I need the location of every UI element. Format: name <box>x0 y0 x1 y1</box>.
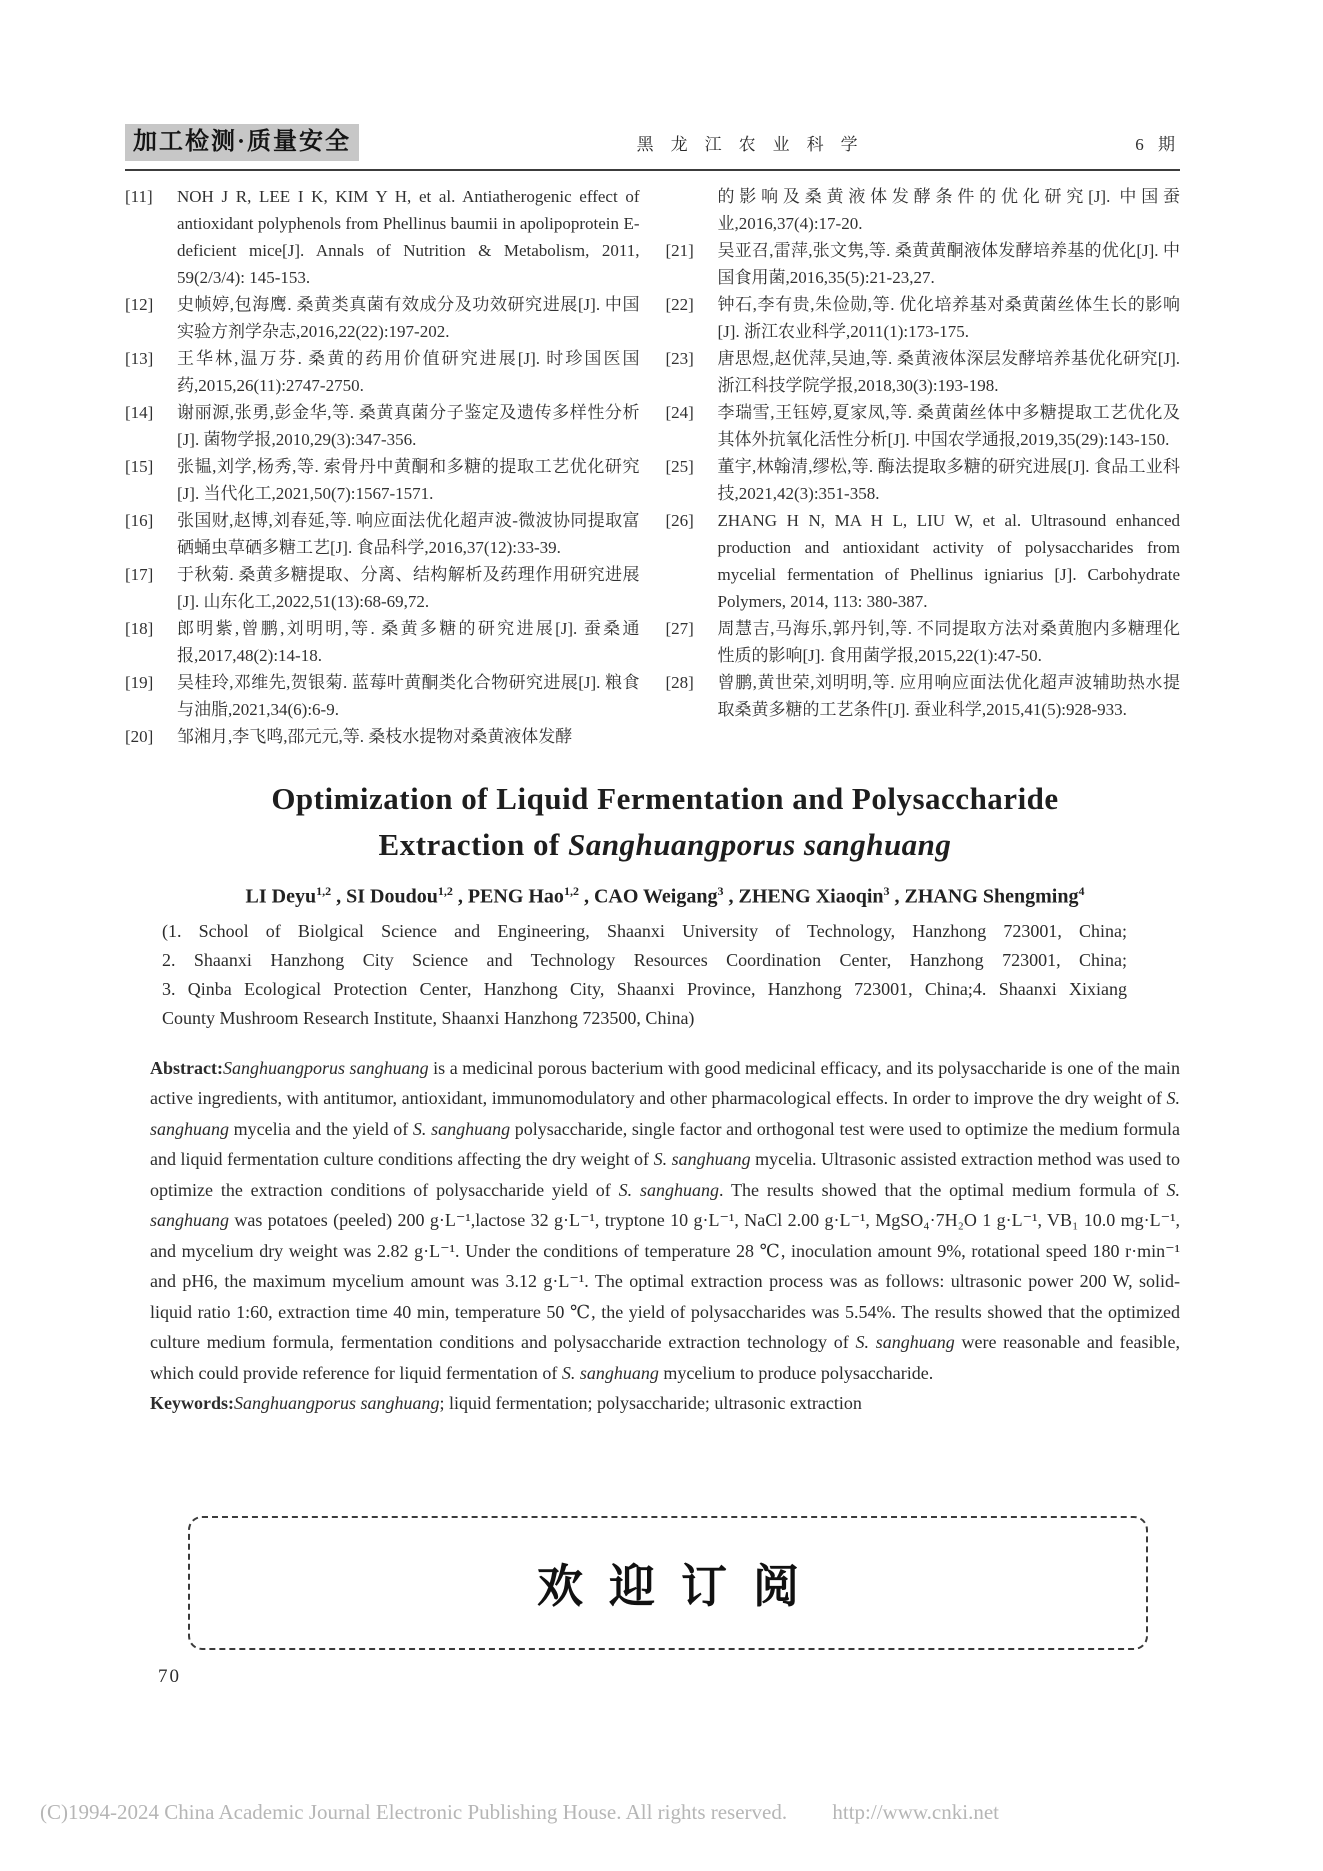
reference-number: [28] <box>665 673 694 692</box>
copyright-text: (C)1994-2024 China Academic Journal Electronic Publishing House. All rights reserved. <box>40 1800 788 1824</box>
affiliation-line: County Mushroom Research Institute, Shaanxi Hanzhong 723500, China) <box>162 1007 695 1028</box>
title-line1: Optimization of Liquid Fermentation and Polysaccharide <box>271 781 1059 816</box>
affiliation-line: (1. School of Biolgical Science and Engineering, Shaanxi University of Technology, Hanzhong 723001, China; <box>162 920 1127 941</box>
author-name: CAO Weigang <box>593 885 718 908</box>
reference-number: [12] <box>125 295 154 314</box>
reference-number: [24] <box>665 403 694 422</box>
author-affiliation-sup: 3 <box>717 884 724 898</box>
reference-text: 李瑞雪,王钰婷,夏家凤,等. 桑黄菌丝体中多糖提取工艺优化及其体外抗氧化活性分析[J]. 中国农学通报,2019,35(29):143-150. <box>717 403 1180 449</box>
author-affiliation-sup: 1,2 <box>316 884 332 898</box>
reference-text: 的影响及桑黄液体发酵条件的优化研究[J]. 中国蚕业,2016,37(4):17-20. <box>717 187 1180 233</box>
reference-text: 吴亚召,雷萍,张文隽,等. 桑黄黄酮液体发酵培养基的优化[J]. 中国食用菌,2016,35(5):21-23,27. <box>717 241 1180 287</box>
references-column-left <box>125 183 640 750</box>
reference-text: 周慧吉,马海乐,郭丹钊,等. 不同提取方法对桑黄胞内多糖理化性质的影响[J]. 食用菌学报,2015,22(1):47-50. <box>717 619 1180 665</box>
reference-text: 吴桂玲,邓维先,贺银菊. 蓝莓叶黄酮类化合物研究进展[J]. 粮食与油脂,2021,34(6):6-9. <box>177 673 640 719</box>
keywords-line <box>150 1388 1180 1419</box>
reference-text: 郎明紫,曾鹏,刘明明,等. 桑黄多糖的研究进展[J]. 蚕桑通报,2017,48(2):14-18. <box>177 619 640 665</box>
reference-number: [18] <box>125 619 154 638</box>
reference-item <box>666 615 1181 669</box>
reference-text: 唐思煜,赵优萍,吴迪,等. 桑黄液体深层发酵培养基优化研究[J]. 浙江科技学院学报,2018,30(3):193-198. <box>717 349 1180 395</box>
reference-number: [16] <box>125 511 154 530</box>
text-run: . The results showed that the optimal medium formula of <box>718 1179 1167 1200</box>
affiliations <box>162 917 1127 1033</box>
reference-item <box>666 507 1181 615</box>
text-run: S. sanghuang <box>855 1332 955 1353</box>
header-rule <box>125 169 1180 171</box>
reference-item <box>666 669 1181 723</box>
text-run: ; liquid fermentation; polysaccharide; ultrasonic extraction <box>439 1393 862 1414</box>
reference-text: 史帧婷,包海鹰. 桑黄类真菌有效成分及功效研究进展[J]. 中国实验方剂学杂志,2016,22(22):197-202. <box>177 295 640 341</box>
section-badge: 加工检测·质量安全 <box>125 124 359 161</box>
reference-text: 钟石,李有贵,朱俭勋,等. 优化培养基对桑黄菌丝体生长的影响[J]. 浙江农业科学,2011(1):173-175. <box>717 295 1180 341</box>
reference-item <box>125 507 640 561</box>
reference-text: 谢丽源,张勇,彭金华,等. 桑黄真菌分子鉴定及遗传多样性分析[J]. 菌物学报,2010,29(3):347-356. <box>177 403 640 449</box>
title-line2 <box>379 827 952 862</box>
author-name: ZHENG Xiaoqin <box>738 885 884 908</box>
reference-item <box>666 291 1181 345</box>
reference-item <box>666 183 1181 237</box>
text-run: mycelia. Ultrasonic assisted extraction method was used to optimize the extraction conditions of polysaccharide yield of <box>150 1149 1180 1200</box>
reference-item <box>125 561 640 615</box>
issue-number: 6 期 <box>1135 135 1180 154</box>
text-run: S. sanghuang <box>561 1362 659 1383</box>
reference-text: NOH J R, LEE I K, KIM Y H, et al. Antiatherogenic effect of antioxidant polyphenols from Phellinus baumii in apolipoprotein E-deficient mice[J]. Annals of Nutrition & Metabolism, 2011, 59(2/3/4): 145-153. <box>177 187 640 287</box>
abstract-paragraph <box>150 1053 1180 1389</box>
text-run: Sanghuangporus sanghuang <box>234 1393 440 1414</box>
abstract-label: Abstract: <box>150 1057 223 1078</box>
author-affiliation-sup: 4 <box>1078 884 1085 898</box>
reference-text: 曾鹏,黄世荣,刘明明,等. 应用响应面法优化超声波辅助热水提取桑黄多糖的工艺条件[J]. 蚕业科学,2015,41(5):928-933. <box>717 673 1180 719</box>
subscription-box <box>188 1516 1148 1650</box>
reference-text: 张国财,赵博,刘春延,等. 响应面法优化超声波-微波协同提取富硒蛹虫草硒多糖工艺[J]. 食品科学,2016,37(12):33-39. <box>177 511 640 557</box>
reference-item <box>125 453 640 507</box>
author-name: ZHANG Shengming <box>904 885 1079 908</box>
reference-item <box>666 399 1181 453</box>
reference-number: [14] <box>125 403 154 422</box>
author-name: PENG Hao <box>467 885 564 908</box>
page-number: 70 <box>158 1666 181 1687</box>
reference-number: [13] <box>125 349 154 368</box>
text-run: was potatoes (peeled) 200 g·L⁻¹,lactose 32 g·L⁻¹, tryptone 10 g·L⁻¹, NaCl 2.00 g·L⁻¹, MgSO₄·7H₂O 1 g·L⁻¹, VB₁ 10.0 mg·L⁻¹, and mycelium dry weight was 2.82 g·L⁻¹. Under the conditions of temperature 28 ℃, inoculation amount 9%, rotational speed 180 r·min⁻¹ and pH6, the maximum mycelium amount was 3.12 g·L⁻¹. The optimal extraction process was as follows: ultrasonic power 200 W, solid-liquid ratio 1:60, extraction time 40 min, temperature 50 ℃, the yield of polysaccharides was 5.54%. The results showed that the optimized culture medium formula, fermentation conditions and polysaccharide extraction technology of <box>150 1210 1180 1353</box>
reference-text: 张韫,刘学,杨秀,等. 索骨丹中黄酮和多糖的提取工艺优化研究[J]. 当代化工,2021,50(7):1567-1571. <box>177 457 640 503</box>
cnki-url: http://www.cnki.net <box>832 1800 999 1824</box>
article-title <box>150 776 1180 868</box>
reference-number: [15] <box>125 457 154 476</box>
author-affiliation-sup: 1,2 <box>437 884 453 898</box>
text-run: mycelium to produce polysaccharide. <box>658 1362 934 1383</box>
text-run: were reasonable and feasible, which could provide reference for liquid fermentation of <box>150 1332 1181 1383</box>
authors-line: LI Deyu$^{1,2}$ , SI Doudou$^{1,2}$ , PENG Hao$^{1,2}$ , CAO Weigang$^3$ , ZHENG Xiaoqin$^3$ , ZHANG Shengming$^4$ <box>245 884 1085 908</box>
text-run: Sanghuangporus sanghuang <box>222 1057 429 1078</box>
reference-number: [27] <box>665 619 694 638</box>
reference-text: 董宇,林翰清,缪松,等. 酶法提取多糖的研究进展[J]. 食品工业科技,2021,42(3):351-358. <box>717 457 1180 503</box>
text-run: is a medicinal porous bacterium with good medicinal efficacy, and its polysaccharide is one of the main active ingredients, with antitumor, antioxidant, immunomodulatory and other pharmacological effects. In order to improve the dry weight of <box>150 1057 1180 1109</box>
text-run: mycelia and the yield of <box>229 1118 413 1139</box>
author-name: LI Deyu <box>245 885 317 908</box>
page-header <box>125 124 1180 161</box>
title-species-name: Sanghuangporus sanghuang <box>568 827 952 862</box>
author-affiliation-sup: 1,2 <box>563 884 579 898</box>
author-name: SI Doudou <box>346 885 438 908</box>
text-run: S. sanghuang <box>150 1088 1180 1139</box>
reference-item <box>666 453 1181 507</box>
reference-item <box>125 669 640 723</box>
reference-number: [23] <box>665 349 694 368</box>
reference-item <box>125 183 640 291</box>
reference-number <box>666 183 718 237</box>
text-run: S. sanghuang <box>653 1149 751 1170</box>
references-column-right <box>666 183 1181 750</box>
reference-number: [11] <box>125 187 153 206</box>
article-header-section <box>150 776 1180 1419</box>
reference-number: [25] <box>665 457 694 476</box>
reference-number: [26] <box>665 511 694 530</box>
reference-number: [17] <box>125 565 154 584</box>
journal-name: 黑龙江农业科学 <box>636 135 875 154</box>
text-run: S. sanghuang <box>150 1179 1180 1231</box>
reference-text: 于秋菊. 桑黄多糖提取、分离、结构解析及药理作用研究进展[J]. 山东化工,2022,51(13):68-69,72. <box>177 565 640 611</box>
affiliation-line: 2. Shaanxi Hanzhong City Science and Technology Resources Coordination Center, Hanzhong 723001, China; <box>162 949 1127 970</box>
text-run: S. sanghuang <box>618 1179 719 1200</box>
reference-item <box>125 291 640 345</box>
author-affiliation-sup: 3 <box>883 884 890 898</box>
copyright-footer <box>40 1800 999 1825</box>
reference-item <box>666 345 1181 399</box>
references-section <box>125 183 1180 750</box>
reference-text: 邹湘月,李飞鸣,邵元元,等. 桑枝水提物对桑黄液体发酵 <box>177 727 573 746</box>
reference-item <box>125 615 640 669</box>
reference-number: [21] <box>665 241 694 260</box>
reference-item <box>125 399 640 453</box>
text-run: S. sanghuang <box>412 1118 511 1139</box>
affiliation-line: 3. Qinba Ecological Protection Center, Hanzhong City, Shaanxi Province, Hanzhong 723001, China;4. Shaanxi Xixiang <box>162 978 1127 999</box>
reference-item <box>125 723 640 750</box>
reference-number: [22] <box>665 295 694 314</box>
reference-number: [20] <box>125 727 154 746</box>
text-run: polysaccharide, single factor and orthogonal test were used to optimize the medium formula and liquid fermentation culture conditions affecting the dry weight of <box>150 1118 1180 1170</box>
reference-text: ZHANG H N, MA H L, LIU W, et al. Ultrasound enhanced production and antioxidant activity of polysaccharides from mycelial fermentation of Phellinus igniarius [J]. Carbohydrate Polymers, 2014, 113: 380-387. <box>717 511 1180 611</box>
reference-number: [19] <box>125 673 154 692</box>
reference-item <box>125 345 640 399</box>
reference-item <box>666 237 1181 291</box>
reference-text: 王华林,温万芬. 桑黄的药用价值研究进展[J]. 时珍国医国药,2015,26(11):2747-2750. <box>177 349 640 395</box>
title-line2-prefix: Extraction of <box>378 827 569 862</box>
subscription-text: 欢迎订阅 <box>537 1561 825 1612</box>
keywords-label: Keywords: <box>150 1393 234 1414</box>
